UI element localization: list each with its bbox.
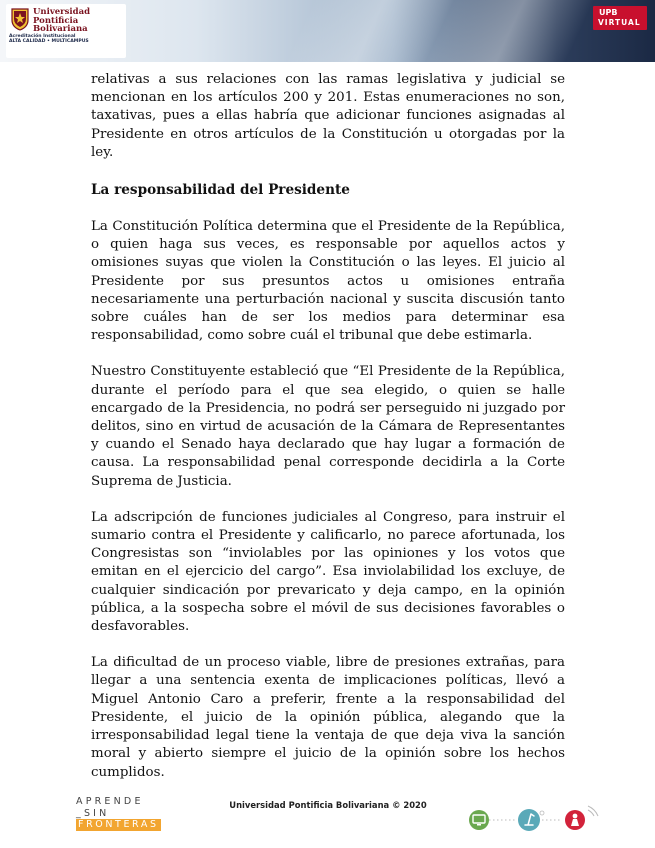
upb-virtual-badge: UPB VIRTUAL [593, 6, 647, 30]
university-logo [6, 4, 126, 58]
page-header [0, 0, 655, 62]
body-paragraph: Nuestro Constituyente estableció que “El Presidente de la República, durante el período para el que sea elegido, o quien se halle encargado de la Presidencia, no podrá ser perseguido ni juzgado por delitos, sino en virtud de acusación de la Cámara de Representantes y cuando el Senado haya declarado que hay lugar a formación de causa. La responsabilidad penal corresponde decidirla a la Corte Suprema de Justicia. [91, 364, 565, 489]
document-body [91, 71, 565, 782]
footer-copyright: Universidad Pontificia Bolivariana © 2020 [229, 800, 427, 810]
aprende-sin-fronteras-logo: APRENDE _SIN FRONTERAS [76, 796, 159, 830]
university-name: Universidad Pontificia Bolivariana [33, 7, 91, 34]
microscope-icon [518, 809, 544, 831]
wifi-icon [588, 806, 598, 816]
body-paragraph: La adscripción de funciones judiciales al Congreso, para instruir el sumario contra el Presidente y calificarlo, no parece afortunada, los Congresistas son “inviolables por las opiniones y los votos que emitan en el ejercicio del cargo”. Esa inviolabilidad los excluye, de cualquier sindicación por prevaricato y deja campo, en la opinión pública, a la sospecha sobre el móvil de sus decisiones favorables o desfavorables. [91, 509, 565, 635]
section-heading: La responsabilidad del Presidente [91, 182, 350, 199]
person-icon [565, 810, 585, 830]
crest-icon [10, 7, 30, 31]
body-paragraph: La dificultad de un proceso viable, libre de presiones extrañas, para llegar a una sentencia exenta de implicaciones políticas, llevó a Miguel Antonio Caro a preferir, frente a la responsabilidad del Presidente, el juicio de la opinión pública, alegando que la irresponsabilidad legal tiene la ventaja de que deja viva la sanción moral y abierto siempre el juicio de la opinión sobre los hechos cumplidos. [91, 655, 565, 780]
screen-icon [469, 810, 489, 830]
body-paragraph: La Constitución Política determina que el Presidente de la República, o quien haga sus veces, es responsable por aquellos actos y omisiones suyas que violen la Constitución o las leyes. El juicio al Presidente por sus presuntos actos u omisiones entraña necesariamente una perturbación nacional y suscita discusión tanto sobre cuáles han de ser los medios para determinar esa responsabilidad, como sobre cuál el tribunal que debe estimarla. [91, 219, 565, 344]
body-paragraph: relativas a sus relaciones con las ramas legislativa y judicial se mencionan en los artículos 200 y 201. Estas enumeraciones no son, taxativas, pues a ellas habría que adicionar funciones asignadas al Presidente en otros artículos de la Constitución u otorgadas por la ley. [91, 72, 565, 160]
accreditation-text: Acreditación Institucional ALTA CALIDAD • MULTICAMPUS [9, 34, 89, 45]
footer-icon-strip [462, 800, 612, 836]
